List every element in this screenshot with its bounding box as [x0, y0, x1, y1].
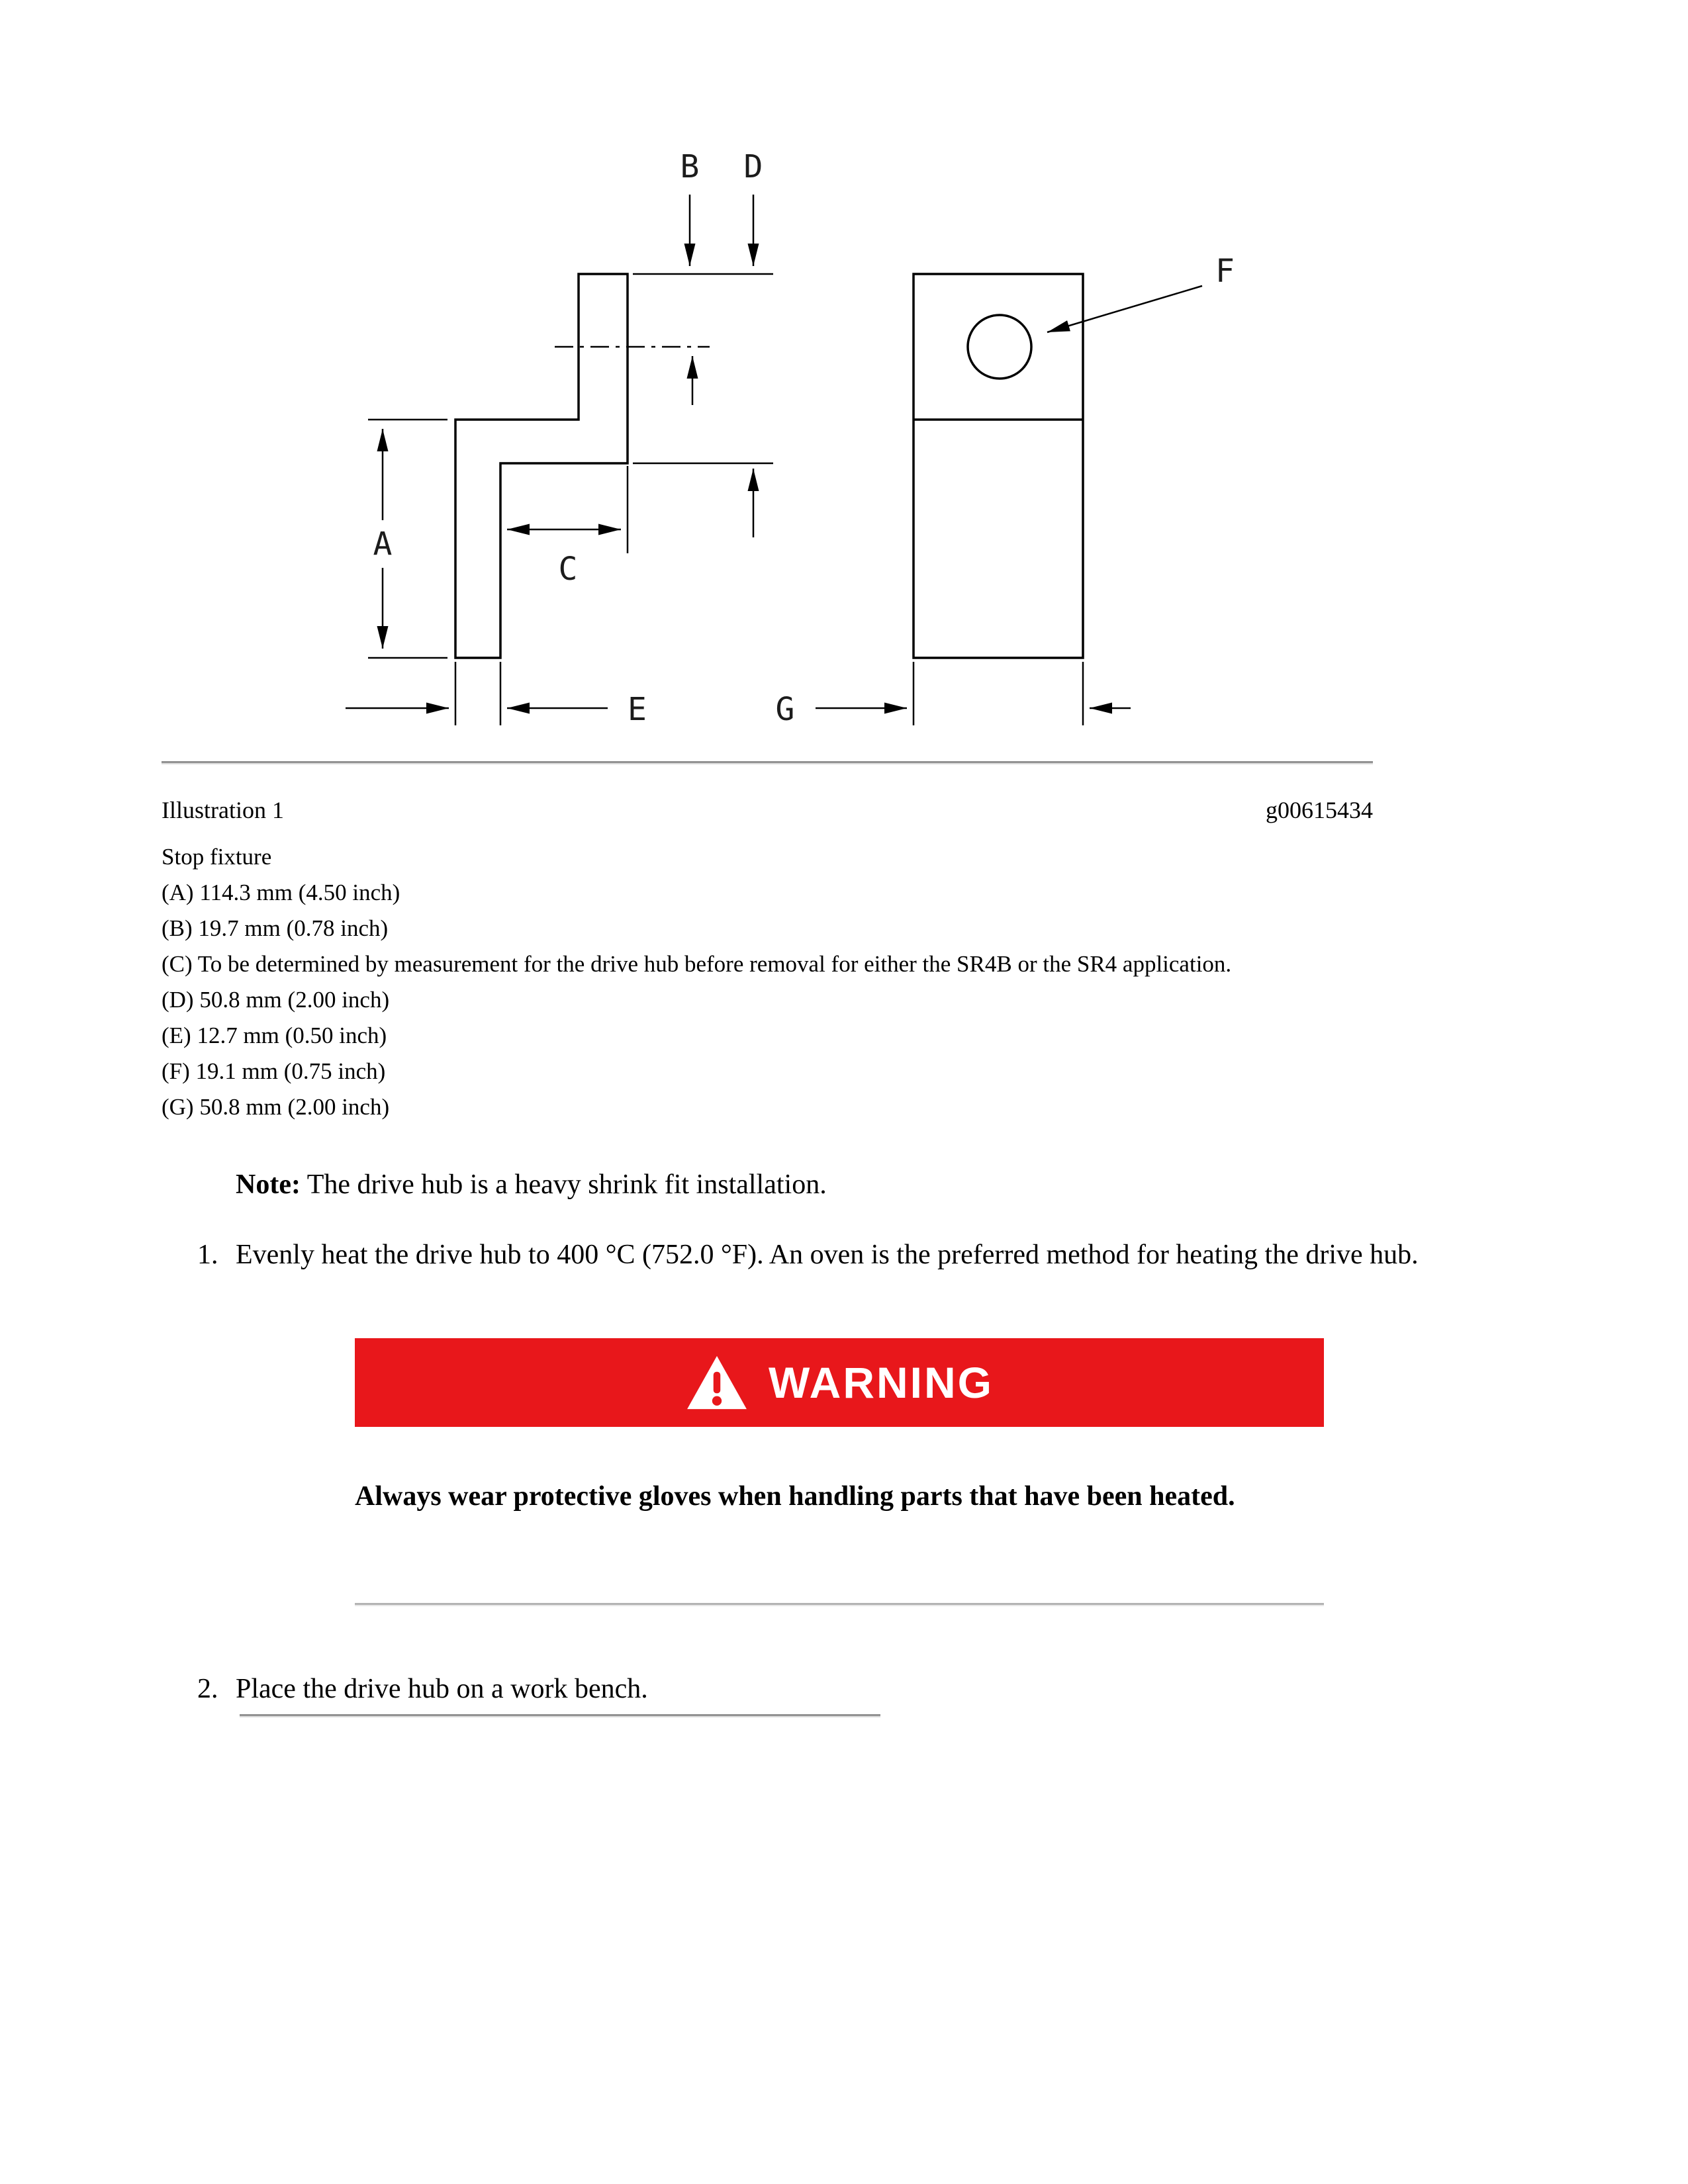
dimension-B-D	[633, 148, 773, 537]
dimension-G	[776, 662, 1131, 728]
illustration-label: Illustration 1	[162, 797, 284, 823]
divider-bottom	[240, 1714, 880, 1717]
label-A: A	[373, 525, 393, 563]
dimension-caption-line: (B) 19.7 mm (0.78 inch)	[162, 915, 389, 941]
hole-circle	[968, 315, 1031, 379]
step-1-text: Evenly heat the drive hub to 400 °C (752.0 °F). An oven is the preferred method for heating the drive hub.	[236, 1240, 1419, 1270]
dimension-caption-line: (E) 12.7 mm (0.50 inch)	[162, 1023, 387, 1048]
dimension-A	[368, 420, 447, 658]
divider-top	[162, 761, 1373, 764]
divider-warning	[355, 1603, 1324, 1606]
stop-fixture-drawing	[0, 0, 1688, 781]
dimension-caption-line: (C) To be determined by measurement for the drive hub before removal for either the SR4B or the SR4 application.	[162, 951, 1232, 977]
dimension-caption-line: (A) 114.3 mm (4.50 inch)	[162, 880, 400, 905]
illustration-caption: Stop fixture	[162, 844, 272, 870]
step-2-text: Place the drive hub on a work bench.	[236, 1674, 648, 1704]
warning-title: WARNING	[769, 1358, 994, 1407]
dimension-caption-line: (F) 19.1 mm (0.75 inch)	[162, 1058, 386, 1084]
warning-triangle-icon	[685, 1354, 749, 1411]
dimension-caption-line: (D) 50.8 mm (2.00 inch)	[162, 987, 390, 1013]
label-B: B	[680, 148, 700, 185]
note-label: Note:	[236, 1169, 301, 1200]
illustration-meta-row	[162, 796, 1373, 825]
label-D: D	[743, 148, 763, 185]
label-G: G	[775, 691, 795, 728]
warning-text: Always wear protective gloves when handling parts that have been heated.	[355, 1481, 1235, 1512]
dimension-caption-line: (G) 50.8 mm (2.00 inch)	[162, 1094, 390, 1120]
dimension-E	[346, 662, 647, 728]
label-E: E	[628, 691, 647, 728]
label-F: F	[1215, 253, 1235, 290]
note	[236, 1166, 1454, 1203]
illustration-code: g00615434	[1266, 797, 1373, 823]
dimension-C	[507, 466, 628, 588]
illustration-caption-block	[162, 839, 1399, 1125]
side-view-profile	[455, 274, 710, 658]
warning-banner	[355, 1338, 1324, 1427]
step-1-number: 1.	[197, 1240, 218, 1270]
step-2-number: 2.	[197, 1674, 218, 1704]
face-view	[914, 274, 1083, 658]
label-C: C	[558, 551, 578, 588]
note-text: The drive hub is a heavy shrink fit installation.	[300, 1169, 827, 1200]
